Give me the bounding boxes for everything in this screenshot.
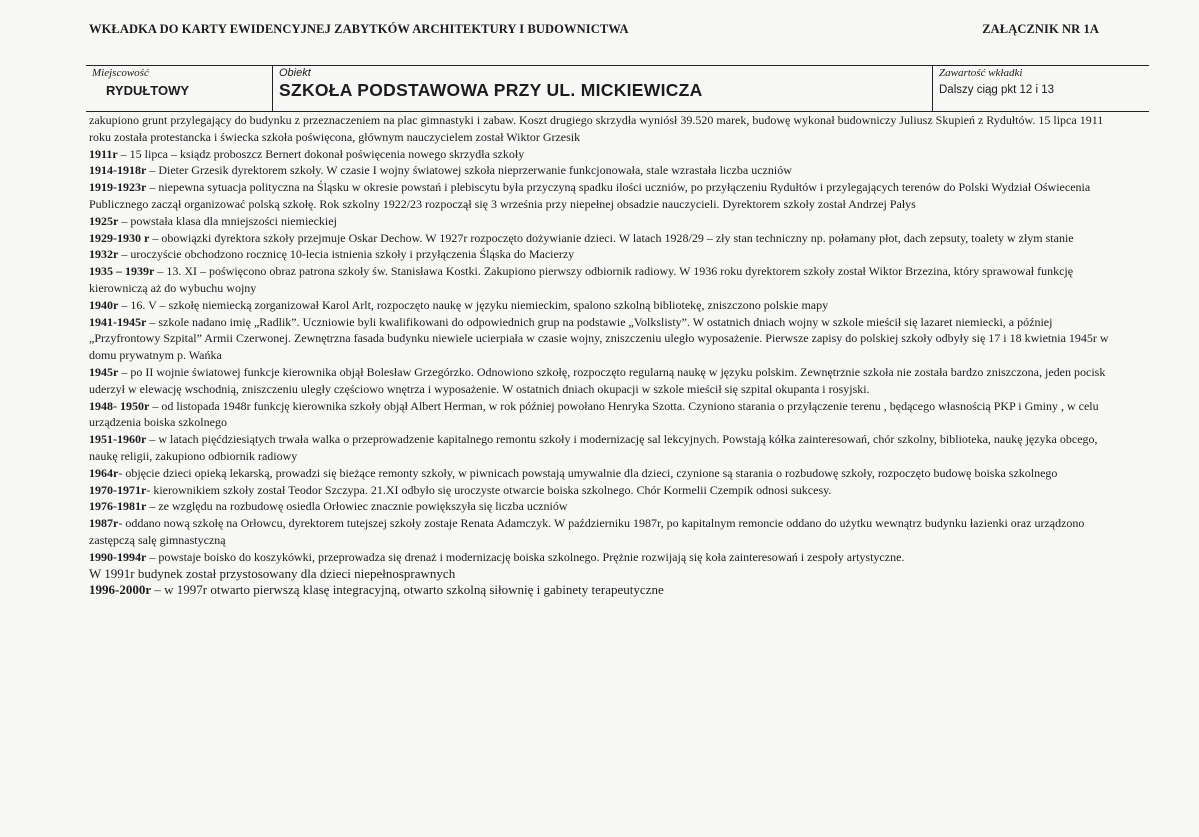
entry-paragraph: W 1991r budynek został przystosowany dla dzieci niepełnosprawnych (89, 565, 456, 581)
document-body (89, 112, 1109, 599)
content-label: Zawartość wkładki (939, 67, 1023, 79)
content-value: Dalszy ciąg pkt 12 i 13 (939, 84, 1055, 96)
entry-paragraph: 1990-1994r – powstaje boisko do koszykówki, przeprowadza się drenaż i modernizację boiska szkolnego. Prężnie rozwijają się koła zainteresowań i zespoły artystyczne. (89, 549, 905, 564)
entry-paragraph: 1929-1930 r – obowiązki dyrektora szkoły przejmuje Oskar Dechow. W 1927r rozpoczęto dożywianie dzieci. W latach 1928/29 – zły stan techniczny np. połamany płot, dach zepsuty, toalety w złym stanie (89, 230, 1074, 245)
entry-paragraph: 1951-1960r – w latach pięćdziesiątych trwała walka o przeprowadzenie kapitalnego remontu szkoły i modernizację sal lekcyjnych. Powstają kółka zainteresowań, chór szkolny, biblioteka, naukę języka obcego, naukę religii, zakupiono odbiornik radiowy (89, 432, 1098, 463)
entry-paragraph: 1976-1981r – ze względu na rozbudowę osiedla Orłowiec znacznie powiększyła się liczba uczniów (89, 499, 568, 514)
entry-paragraph: 1964r- objęcie dzieci opieką lekarską, prowadzi się bieżące remonty szkoły, w piwnicach powstają umywalnie dla dzieci, czynione są starania o rozbudowę szkoły, rozpoczęto budowę boiska szkolnego (89, 465, 1058, 480)
entry-paragraph: 1970-1971r- kierownikiem szkoły został Teodor Szczypa. 21.XI odbyło się uroczyste otwarcie boiska szkolnego. Chór Kormelii Czempik odnosi sukcesy. (89, 482, 832, 497)
entry-paragraph: 1925r – powstała klasa dla mniejszości niemieckiej (89, 213, 337, 228)
entry-paragraph: 1996-2000r – w 1997r otwarto pierwszą klasę integracyjną, otwarto szkolną siłownię i gabinety terapeutyczne (89, 582, 664, 598)
info-table (86, 65, 1149, 112)
entry-paragraph: 1919-1923r – niepewna sytuacja polityczna na Śląsku w okresie powstań i plebiscytu była przyczyną spadku ilości uczniów, po przyłączeniu Rydułtów i przylegających terenów do Polski Wydział Oświecenia Publicznego zaczął organizować polską szkołę. Rok szkolny 1922/23 rozpoczął się 3 września przy niepełnej obsadzie nauczycieli. Dyrektorem szkoły został Andrzej Pałys (89, 180, 1091, 211)
locality-cell (86, 66, 272, 111)
entry-paragraph: 1941-1945r – szkole nadano imię „Radlik”. Uczniowie byli kwalifikowani do odpowiednich grup na podstawie „Volkslisty”. W ostatnich dniach wojny w szkole mieścił się lazaret niemiecki, a później „Przyfrontowy Szpital” Armii Czerwonej. Zewnętrzna fasada budynku niewiele ucierpiała w czasie wojny, zniszczeniu uległo wyposażenie. Pierwsze zapisy do polskiej szkoły odbyły się 17 i 18 kwietnia 1945r w domu prywatnym p. Wańka (89, 314, 1109, 363)
object-value: SZKOŁA PODSTAWOWA PRZY UL. MICKIEWICZA (279, 80, 703, 100)
entry-paragraph: zakupiono grunt przylegający do budynku z przeznaczeniem na plac gimnastyki i zabaw. Koszt drugiego skrzydła wyniósł 39.520 marek, budowę wykonał budowniczy Juliusz Skupień z Rydułtów. 15 lipca 1911 roku została protestancka i świecka szkoła poświęcona, głównym nauczycielem został Wiktor Grzesik (89, 113, 1104, 144)
document-title: WKŁADKA DO KARTY EWIDENCYJNEJ ZABYTKÓW ARCHITEKTURY I BUDOWNICTWA (89, 22, 629, 36)
attachment-number: ZAŁĄCZNIK NR 1A (982, 22, 1099, 36)
locality-label: Miejscowość (92, 67, 149, 79)
entry-paragraph: 1940r – 16. V – szkołę niemiecką zorganizował Karol Arlt, rozpoczęto naukę w języku niemieckim, spalono szkolną bibliotekę, zniszczono polskie mapy (89, 297, 829, 312)
entry-paragraph: 1935 – 1939r – 13. XI – poświęcono obraz patrona szkoły św. Stanisława Kostki. Zakupiono pierwszy odbiornik radiowy. W 1936 roku dyrektorem szkoły został Wiktor Brzezina, który sprawował funkcję kierowniczą aż do wybuchu wojny (89, 264, 1074, 295)
entry-paragraph: 1932r – uroczyście obchodzono rocznicę 10-lecia istnienia szkoły i przyłączenia Śląska do Macierzy (89, 247, 575, 262)
entry-paragraph: 1945r – po II wojnie światowej funkcje kierownika objął Bolesław Grzegórzko. Odnowiono szkołę, rozpoczęto regularną naukę w języku polskim. Zewnętrznie szkoła nie została bardzo zniszczona, jeden pocisk uderzył w elewację wschodnią, zniszczeniu uległy częściowo wnętrza i wyposażenie. W ostatnich dniach okupacji w szkole mieścił się szpital okupanta i rosyjski. (89, 364, 1106, 396)
page-header (89, 22, 1099, 37)
object-cell (272, 66, 933, 111)
entry-paragraph: 1911r – 15 lipca – ksiądz proboszcz Bernert dokonał poświęcenia nowego skrzydła szkoły (89, 146, 525, 161)
entry-paragraph: 1987r- oddano nową szkołę na Orłowcu, dyrektorem tutejszej szkoły zostaje Renata Adamczyk. W październiku 1987r, po kapitalnym remoncie oddano do użytku wewnątrz budynku łazienki oraz urządzono zastępczą salę gimnastyczną (89, 516, 1085, 547)
content-cell (933, 66, 1149, 111)
object-label: Obiekt (279, 67, 311, 79)
entry-paragraph: 1914-1918r – Dieter Grzesik dyrektorem szkoły. W czasie I wojny światowej szkoła nieprzerwanie funkcjonowała, stale wzrastała liczba uczniów (89, 163, 792, 178)
entry-paragraph: 1948- 1950r – od listopada 1948r funkcję kierownika szkoły objął Albert Herman, w rok później powołano Henryka Szotta. Czyniono starania o przyłączenie terenu , będącego własnością PKP i Gminy , w celu urządzenia boiska szkolnego (89, 398, 1099, 430)
locality-value: RYDUŁTOWY (106, 83, 190, 98)
